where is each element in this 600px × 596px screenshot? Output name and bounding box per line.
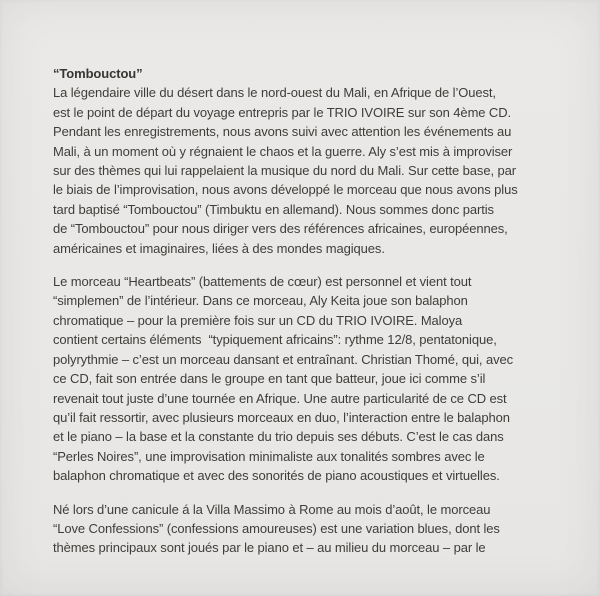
text-line: Mali, à un moment où y régnaient le chaos et la guerre. Aly s’est mis à improviser — [53, 143, 513, 159]
text-line: Né lors d’une canicule á la Villa Massimo à Rome au mois d’août, le morceau — [53, 501, 491, 517]
paragraph-1 — [53, 83, 572, 258]
text-line: polyrythmie – c’est un morceau dansant et entraînant. Christian Thomé, qui, avec — [53, 351, 514, 367]
text-line: ce CD, fait son entrée dans le groupe en tant que batteur, joue ici comme s’il — [53, 371, 486, 387]
text-line: contient certains éléments “typiquement africains”: rythme 12/8, pentatonique, — [53, 332, 497, 348]
text-line: qu’il fait ressortir, avec plusieurs morceaux en duo, l’interaction entre le balaphon — [53, 409, 510, 425]
text-line: thèmes principaux sont joués par le piano et – au milieu du morceau – par le — [53, 540, 486, 556]
text-line: et le piano – la base et la constante du trio depuis ses débuts. C’est le cas dans — [53, 429, 504, 445]
text-line: revenait tout juste d’une tournée en Afrique. Une autre particularité de ce CD est — [53, 390, 507, 406]
text-line: “simplemen” de l’intérieur. Dans ce morceau, Aly Keita joue son balaphon — [53, 293, 468, 309]
text-line: balaphon chromatique et avec des sonorités de piano acoustiques et virtuelles. — [53, 468, 500, 484]
text-line: sur des thèmes qui lui rappelaient la musique du nord du Mali. Sur cette base, par — [53, 163, 516, 179]
text-line: chromatique – pour la première fois sur un CD du TRIO IVOIRE. Maloya — [53, 312, 463, 328]
text-line: Pendant les enregistrements, nous avons suivi avec attention les événements au — [53, 124, 512, 140]
text-line: le biais de l’improvisation, nous avons développé le morceau que nous avons plus — [53, 182, 518, 198]
text-line: Le morceau “Heartbeats” (battements de cœur) est personnel et vient tout — [53, 274, 472, 290]
page-title: “Tombouctou” — [53, 66, 143, 81]
text-line: est le point de départ du voyage entrepris par le TRIO IVOIRE sur son 4ème CD. — [53, 104, 512, 120]
paragraph-3 — [53, 500, 572, 558]
text-line: américaines et imaginaires, liées à des mondes magiques. — [53, 240, 385, 256]
text-line: tard baptisé “Tombouctou” (Timbuktu en allemand). Nous sommes donc partis — [53, 201, 494, 217]
text-line: La légendaire ville du désert dans le nord-ouest du Mali, en Afrique de l’Ouest, — [53, 85, 496, 101]
text-line: “Perles Noires”, une improvisation minimaliste aux tonalités sombres avec le — [53, 448, 485, 464]
text-line: “Love Confessions” (confessions amoureuses) est une variation blues, dont les — [53, 520, 500, 536]
text-line: de “Tombouctou” pour nous diriger vers des références africaines, européennes, — [53, 221, 508, 237]
paragraph-2 — [53, 272, 572, 485]
liner-notes-text — [53, 64, 572, 558]
